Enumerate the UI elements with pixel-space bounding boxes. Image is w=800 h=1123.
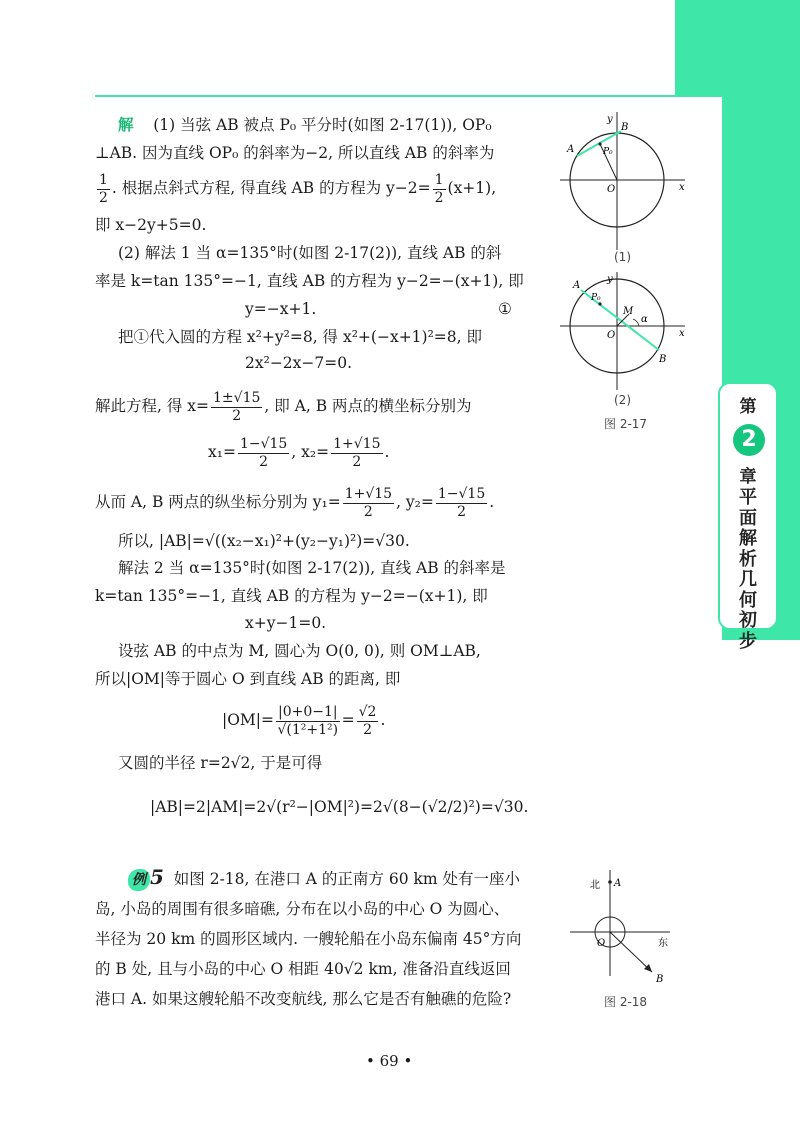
label-p0: P₀: [591, 293, 601, 303]
equation-2: 2x²−2x−7=0.: [245, 354, 353, 372]
method2-line-5: 又圆的半径 r=2√2, 于是可得: [118, 754, 323, 772]
chapter-suffix: 章: [739, 467, 757, 487]
solution-line-3: $\frac{1}{2}$ . 根据点斜式方程, 得直线 AB 的方程为 y−2= $\frac{1}{2}$ (x+1),: [99, 171, 497, 206]
label-north: 北: [590, 880, 600, 891]
part2-line-3: 把①代入圆的方程 x²+y²=8, 得 x²+(−x+1)²=8, 即: [118, 328, 483, 346]
figure-2-17-sub-2: (2): [614, 393, 631, 407]
equation-1-mark: ①: [498, 300, 512, 318]
method2-line-2: k=tan 135°=−1, 直线 AB 的方程为 y−2=−(x+1), 即: [95, 587, 488, 605]
example-line-5: 港口 A. 如果这艘轮船不改变航线, 那么它是否有触礁的危险?: [95, 990, 512, 1008]
method2-line-4: 所以|OM|等于圆心 O 到直线 AB 的距离, 即: [95, 670, 401, 688]
label-b: B: [656, 974, 664, 985]
chapter-number: 2: [733, 424, 765, 456]
figure-2-18: [570, 868, 700, 988]
solution-line-1: [118, 114, 492, 136]
label-m: M: [623, 306, 634, 317]
part2-line-5: 从而 A, B 两点的纵坐标分别为 y₁= $\frac{1+√15}{2}$ , y₂= $\frac{1-√15}{2}$ .: [95, 485, 495, 520]
label-o: O: [607, 330, 616, 341]
chapter-prefix: 第: [739, 397, 757, 417]
label-a: A: [614, 878, 622, 889]
part2-line-6: 所以, |AB|=√((x₂−x₁)²+(y₂−y₁)²)=√30.: [118, 532, 410, 550]
solution-line-4: 即 x−2y+5=0.: [95, 216, 207, 234]
example-line-4: 的 B 处, 且与小岛的中心 O 相距 40√2 km, 准备沿直线返回: [95, 960, 511, 978]
fraction: $\frac{√2}{2}$: [358, 703, 377, 738]
roots-line: x₁= $\frac{1-√15}{2}$ , x₂= $\frac{1+√15}{2}$ .: [208, 435, 390, 470]
label-a: A: [573, 280, 581, 291]
example-badge: 例 5: [128, 866, 164, 891]
label-o: O: [597, 938, 606, 949]
part2-line-4: 解此方程, 得 x= $\frac{1\pm√15}{2}$ , 即 A, B 两点的横坐标分别为: [95, 389, 472, 424]
fraction: $\frac{1}{2}$: [434, 171, 444, 206]
example-line-1: 例 5 如图 2-18, 在港口 A 的正南方 60 km 处有一座小: [128, 866, 520, 891]
method2-equation-1: x+y−1=0.: [245, 614, 327, 632]
example-line-2: 岛, 小岛的周围有很多暗礁, 分布在以小岛的中心 O 为圆心、: [95, 900, 510, 918]
label-x: x: [679, 328, 685, 339]
part2-line-1: (2) 解法 1 当 α=135°时(如图 2-17(2)), 直线 AB 的斜: [118, 244, 502, 262]
fraction: $\frac{1}{2}$: [99, 171, 108, 206]
label-b: B: [621, 122, 629, 133]
solution-text: (1) 当弦 AB 被点 P₀ 平分时(如图 2-17(1)), OP₀: [153, 116, 492, 134]
method2-line-1: 解法 2 当 α=135°时(如图 2-17(2)), 直线 AB 的斜率是: [118, 559, 506, 577]
equation-1: y=−x+1.: [245, 300, 317, 318]
page-number: • 69 •: [366, 1052, 413, 1070]
figure-2-17-sub-1: (1): [614, 250, 631, 264]
fraction: $\frac{1-√15}{2}$: [437, 485, 486, 520]
header-rule: [95, 95, 775, 97]
method2-equation-2: |OM|= $\frac{|0+0-1|}{\text{√(1²+1²)}}$ = $\frac{√2}{2}$ .: [222, 703, 386, 738]
segment-ob: [610, 932, 652, 972]
fraction: $\frac{|0+0-1|}{\text{√(1²+1²)}}$: [277, 703, 339, 738]
label-alpha: α: [641, 314, 648, 325]
label-y: y: [607, 274, 613, 285]
point-a: [608, 880, 612, 884]
label-a: A: [567, 144, 575, 155]
angle-arc: [633, 319, 639, 326]
part2-line-2: 率是 k=tan 135°=−1, 直线 AB 的方程为 y−2=−(x+1), 即: [95, 272, 524, 290]
point-p0: [598, 142, 601, 145]
label-y: y: [607, 114, 613, 125]
label-east: 东: [658, 938, 668, 949]
label-p0: P₀: [603, 147, 613, 157]
chapter-title-text: 平面解析几何初步: [739, 487, 757, 652]
figure-2-17-caption: 图 2-17: [604, 417, 648, 431]
fraction: $\frac{1+√15}{2}$: [344, 485, 393, 520]
label-o: O: [607, 184, 616, 195]
fraction: $\frac{1-√15}{2}$: [239, 435, 288, 470]
solution-label: 解: [118, 115, 134, 134]
chapter-title: [720, 488, 776, 652]
example-line-3: 半径为 20 km 的圆形区域内. 一艘轮船在小岛东偏南 45°方向: [95, 930, 522, 948]
solution-line-2: ⊥AB. 因为直线 OP₀ 的斜率为−2, 所以直线 AB 的斜率为: [95, 144, 495, 162]
chapter-tab: [718, 382, 778, 652]
label-x: x: [679, 182, 685, 193]
figure-2-17-1: [555, 110, 695, 260]
method2-line-3: 设弦 AB 的中点为 M, 圆心为 O(0, 0), 则 OM⊥AB,: [118, 642, 481, 660]
method2-equation-3: |AB|=2|AM|=2√(r²−|OM|²)=2√(8−(√2/2)²)=√30.: [150, 798, 529, 816]
label-b: B: [659, 354, 667, 365]
fraction: $\frac{1\pm√15}{2}$: [213, 389, 261, 424]
fraction: $\frac{1+√15}{2}$: [333, 435, 381, 470]
figure-2-18-caption: 图 2-18: [604, 995, 648, 1009]
figure-2-17-2: [555, 270, 695, 400]
